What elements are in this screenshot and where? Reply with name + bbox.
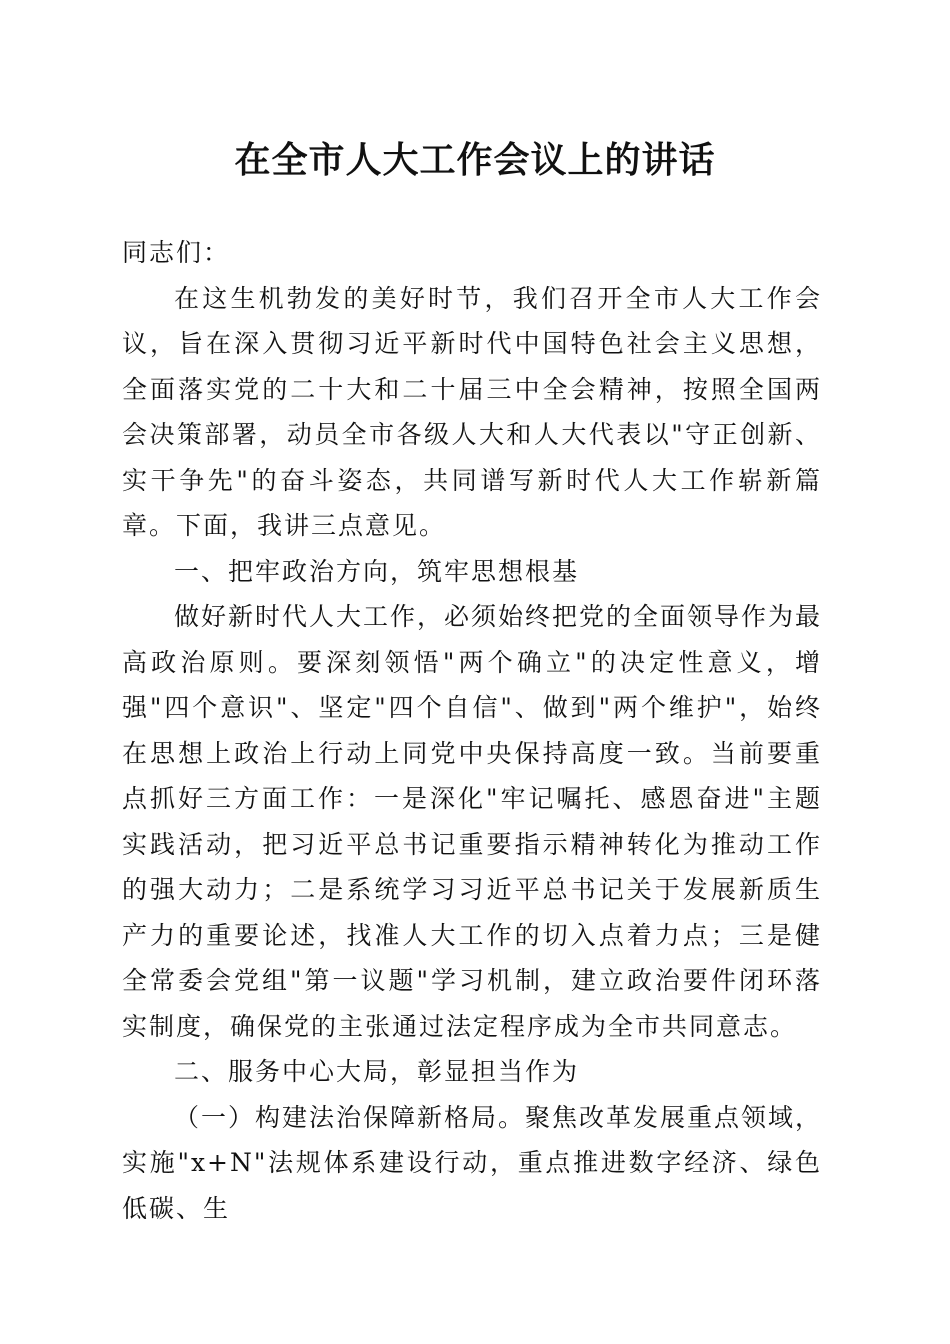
section-1-paragraph: 做好新时代人大工作，必须始终把党的全面领导作为最高政治原则。要深刻领悟"两个确立"的决定性意义，增强"四个意识"、坚定"四个自信"、做到"两个维护"，始终在思想上政治上行动上同党中央保持高度一致。当前要重点抓好三方面工作：一是深化"牢记嘱托、感恩奋进"主题实践活动，把习近平总书记重要指示精神转化为推动工作的强大动力；二是系统学习习近平总书记关于发展新质生产力的重要论述，找准人大工作的切入点着力点；三是健全常委会党组"第一议题"学习机制，建立政治要件闭环落实制度，确保党的主张通过法定程序成为全市共同意志。 — [122, 602, 823, 1041]
document-body — [122, 230, 822, 1231]
document-title: 在全市人大工作会议上的讲话 — [234, 139, 716, 181]
section-2-heading: 二、服务中心大局，彰显担当作为 — [174, 1057, 580, 1086]
section-1-heading: 一、把牢政治方向，筑牢思想根基 — [174, 556, 580, 586]
section-2-subsection-1: （一）构建法治保障新格局。聚焦改革发展重点领域，实施"x+N"法规体系建设行动，重点推进数字经济、绿色低碳、生 — [122, 1102, 823, 1223]
salutation: 同志们： — [122, 238, 231, 267]
intro-paragraph: 在这生机勃发的美好时节，我们召开全市人大工作会议，旨在深入贯彻习近平新时代中国特色社会主义思想，全面落实党的二十大和二十届三中全会精神，按照全国两会决策部署，动员全市各级人大和人大代表以"守正创新、实干争先"的奋斗姿态，共同谱写新时代人大工作崭新篇章。下面，我讲三点意见。 — [122, 283, 822, 540]
